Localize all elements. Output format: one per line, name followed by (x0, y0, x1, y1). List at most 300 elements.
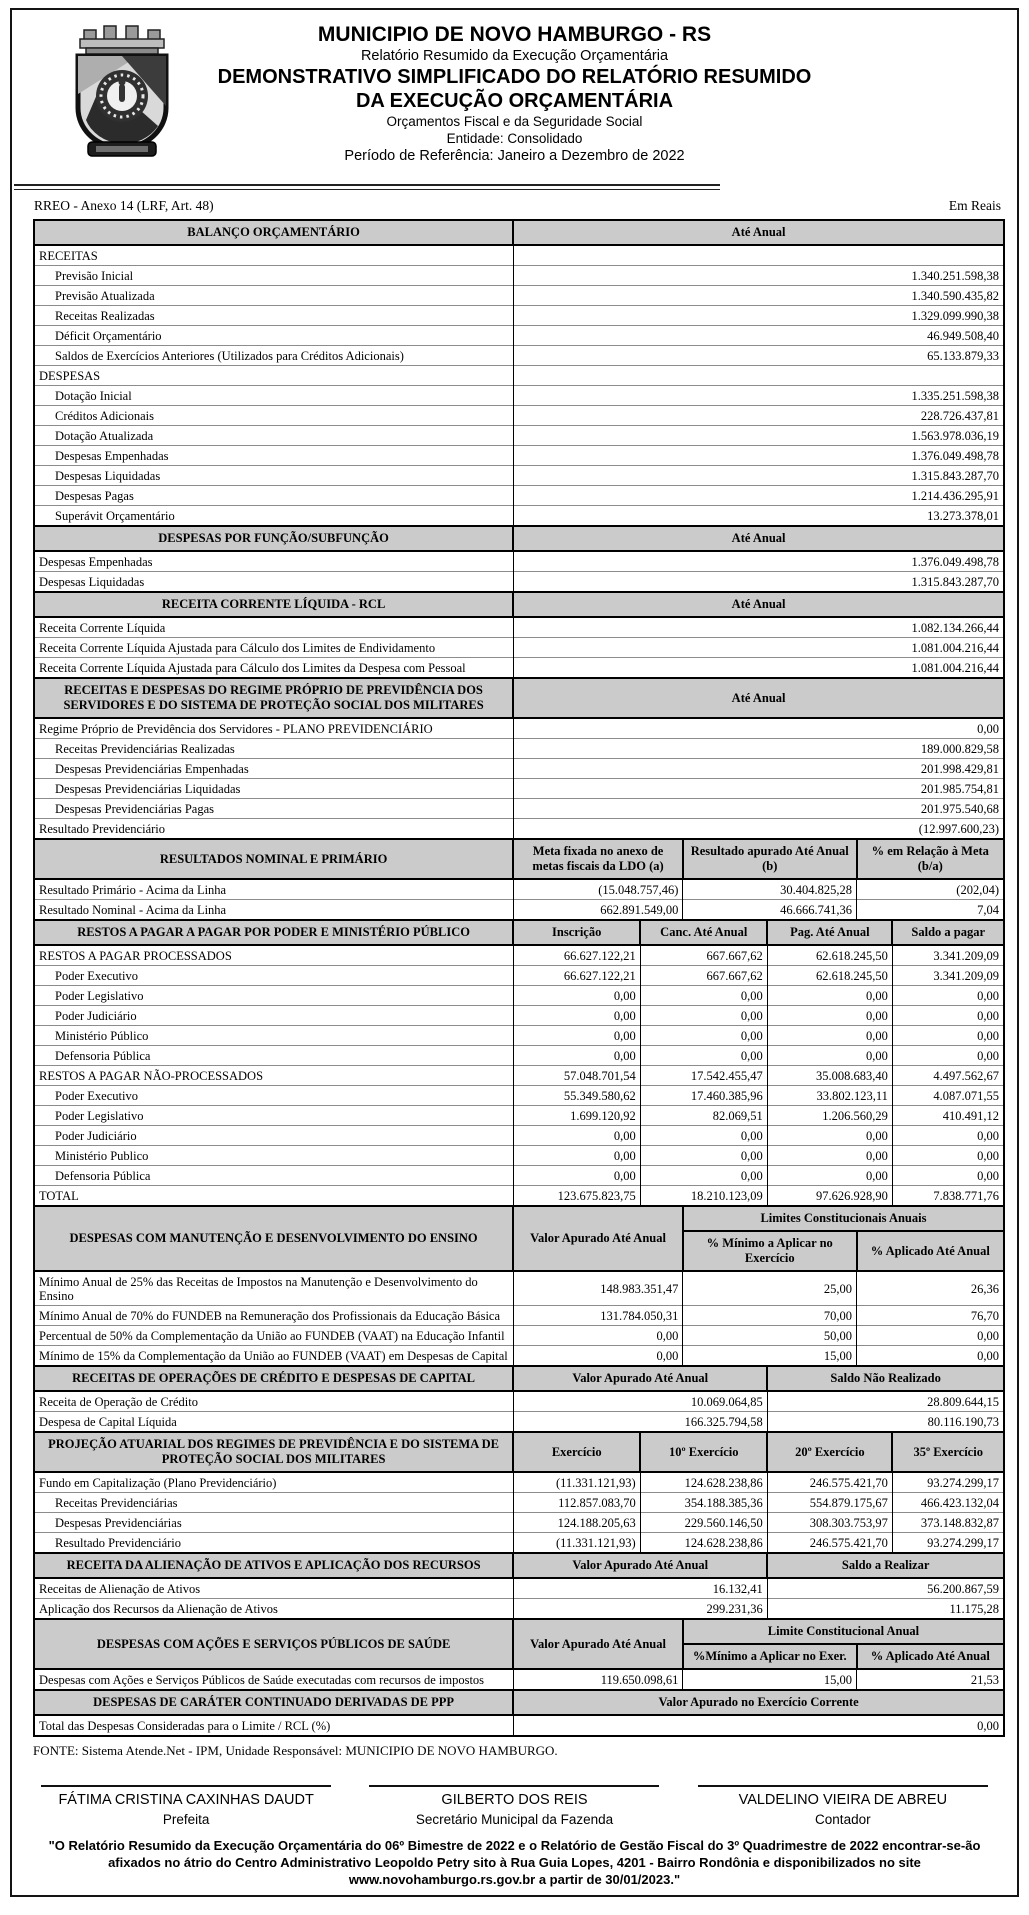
cell-value: 124.628.238,86 (640, 1533, 767, 1554)
column-header: Inscrição (513, 920, 640, 945)
table-row (34, 1493, 1004, 1513)
row-label: Receita de Operação de Crédito (34, 1391, 513, 1412)
column-header: Limites Constitucionais Anuais (683, 1206, 1004, 1231)
section-saude (33, 1618, 1005, 1691)
cell-value: 119.650.098,61 (513, 1669, 683, 1690)
cell-value: 15,00 (683, 1669, 857, 1690)
cell-value: 0,00 (513, 1026, 640, 1046)
row-label: RESTOS A PAGAR PROCESSADOS (34, 945, 513, 966)
row-label: Resultado Primário - Acima da Linha (34, 879, 513, 900)
table-row (34, 486, 1004, 506)
column-header: % em Relação à Meta (b/a) (857, 839, 1004, 879)
annex-meta-row (12, 190, 1017, 219)
table-row (34, 346, 1004, 366)
row-label: Déficit Orçamentário (34, 326, 513, 346)
section-title: DESPESAS POR FUNÇÃO/SUBFUNÇÃO (34, 526, 513, 551)
cell-value: 354.188.385,36 (640, 1493, 767, 1513)
cell-value: 0,00 (640, 986, 767, 1006)
section-title: RESTOS A PAGAR A PAGAR POR PODER E MINISTÉRIO PÚBLICO (34, 920, 513, 945)
row-label: Poder Judiciário (34, 1006, 513, 1026)
row-label: Créditos Adicionais (34, 406, 513, 426)
cell-value: 25,00 (683, 1271, 857, 1306)
demonstrativo-title-line2: DA EXECUÇÃO ORÇAMENTÁRIA (355, 90, 674, 112)
column-header: Exercício (513, 1432, 640, 1472)
column-header: Valor Apurado no Exercício Corrente (513, 1690, 1004, 1715)
cell-value: 10.069.064,85 (513, 1391, 767, 1412)
row-label: Aplicação dos Recursos da Alienação de Ativos (34, 1599, 513, 1620)
cell-value: 82.069,51 (640, 1106, 767, 1126)
cell-value: 1.081.004.216,44 (513, 638, 1004, 658)
cell-value: 1.329.099.990,38 (513, 306, 1004, 326)
cell-value: 0,00 (857, 1346, 1004, 1367)
source-line: FONTE: Sistema Atende.Net - IPM, Unidade Responsável: MUNICIPIO DE NOVO HAMBURGO. (33, 1743, 558, 1758)
cell-value: 0,00 (892, 1006, 1004, 1026)
table-row (34, 638, 1004, 658)
cell-value: 15,00 (683, 1346, 857, 1367)
cell-value: (12.997.600,23) (513, 819, 1004, 840)
section-resultados-nominal-primario (33, 838, 1005, 921)
column-header: Até Anual (513, 592, 1004, 617)
table-row (34, 506, 1004, 527)
cell-value: 0,00 (767, 1006, 892, 1026)
reference-period-line: Período de Referência: Janeiro a Dezembro de 2022 (344, 148, 685, 164)
row-label: Poder Executivo (34, 1086, 513, 1106)
section-title: RESULTADOS NOMINAL E PRIMÁRIO (34, 839, 513, 879)
column-header: 35º Exercício (892, 1432, 1004, 1472)
table-row (34, 1513, 1004, 1533)
column-header: Valor Apurado Até Anual (513, 1366, 767, 1391)
currency-label: Em Reais (948, 198, 1001, 213)
demonstrativo-title-line1: DEMONSTRATIVO SIMPLIFICADO DO RELATÓRIO RESUMIDO (217, 66, 812, 88)
table-row (34, 879, 1004, 900)
entity-line: Entidade: Consolidado (446, 131, 583, 146)
table-row (34, 1106, 1004, 1126)
cell-value: 55.349.580,62 (513, 1086, 640, 1106)
table-row (34, 759, 1004, 779)
column-header: %Mínimo a Aplicar no Exer. (683, 1644, 857, 1669)
cell-value: 0,00 (513, 1715, 1004, 1736)
section-restos-a-pagar (33, 919, 1005, 1207)
cell-value: 0,00 (892, 1166, 1004, 1186)
cell-value: 1.376.049.498,78 (513, 446, 1004, 466)
cell-value: 93.274.299,17 (892, 1533, 1004, 1554)
signature-name: VALDELINO VIEIRA DE ABREU (738, 1792, 948, 1808)
row-label: Dotação Inicial (34, 386, 513, 406)
cell-value: 373.148.832,87 (892, 1513, 1004, 1533)
table-row (34, 386, 1004, 406)
cell-value: 26,36 (857, 1271, 1004, 1306)
row-label: Receitas Previdenciárias Realizadas (34, 739, 513, 759)
table-row (34, 718, 1004, 739)
cell-value: 1.082.134.266,44 (513, 617, 1004, 638)
cell-value: 124.628.238,86 (640, 1472, 767, 1493)
cell-value: 1.214.436.295,91 (513, 486, 1004, 506)
section-title: DESPESAS COM AÇÕES E SERVIÇOS PÚBLICOS DE SAÚDE (34, 1619, 513, 1669)
column-header: Saldo Não Realizado (767, 1366, 1004, 1391)
table-row (34, 1006, 1004, 1026)
column-header: Limite Constitucional Anual (683, 1619, 1004, 1644)
cell-value: 246.575.421,70 (767, 1533, 892, 1554)
cell-value: 1.376.049.498,78 (513, 551, 1004, 572)
table-row (34, 1086, 1004, 1106)
cell-value (513, 366, 1004, 386)
report-subtitle: Relatório Resumido da Execução Orçamentária (360, 48, 669, 64)
table-row (34, 1346, 1004, 1367)
column-header: Canc. Até Anual (640, 920, 767, 945)
signatures (12, 1785, 1017, 1829)
row-label: Despesas Liquidadas (34, 466, 513, 486)
column-header: Resultado apurado Até Anual (b) (683, 839, 857, 879)
cell-value: 7.838.771,76 (892, 1186, 1004, 1207)
cell-value: 662.891.549,00 (513, 900, 683, 921)
cell-value: 0,00 (513, 1006, 640, 1026)
cell-value: 66.627.122,21 (513, 945, 640, 966)
cell-value: 166.325.794,58 (513, 1412, 767, 1433)
table-row (34, 1271, 1004, 1306)
table-row (34, 1326, 1004, 1346)
cell-value: 0,00 (513, 718, 1004, 739)
cell-value: (11.331.121,93) (513, 1472, 640, 1493)
report-page (10, 8, 1019, 1897)
row-label: Receita Corrente Líquida Ajustada para Cálculo dos Limites de Endividamento (34, 638, 513, 658)
row-label: Receitas Realizadas (34, 306, 513, 326)
cell-value: 50,00 (683, 1326, 857, 1346)
row-label: Despesas Previdenciárias Empenhadas (34, 759, 513, 779)
cell-value: 0,00 (513, 986, 640, 1006)
row-label: Poder Legislativo (34, 1106, 513, 1126)
row-label: Defensoria Pública (34, 1046, 513, 1066)
row-label: Resultado Nominal - Acima da Linha (34, 900, 513, 921)
table-row (34, 1306, 1004, 1326)
row-label: Total das Despesas Consideradas para o Limite / RCL (%) (34, 1715, 513, 1736)
publication-notice: "O Relatório Resumido da Execução Orçamentária do 06º Bimestre de 2022 e o Relatório de Gestão Fiscal do 3º Quadrimestre de 2022 encontrar-se-ão afixados no átrio do Centro Administrativo Leopoldo Petry sito à Rua Guia Lopes, 4201 - Bairro Rondônia e disponibilizados no site www.novohamburgo.rs.gov.br a partir de 30/01/2023." (48, 1838, 981, 1887)
row-label: Despesas Previdenciárias Liquidadas (34, 779, 513, 799)
cell-value: 189.000.829,58 (513, 739, 1004, 759)
row-label: Despesas Liquidadas (34, 572, 513, 593)
section-receita-corrente-liquida (33, 591, 1005, 679)
table-row (34, 1472, 1004, 1493)
cell-value: 466.423.132,04 (892, 1493, 1004, 1513)
cell-value: 4.087.071,55 (892, 1086, 1004, 1106)
cell-value: 80.116.190,73 (767, 1412, 1004, 1433)
row-label: Despesas com Ações e Serviços Públicos de Saúde executadas com recursos de impostos (34, 1669, 513, 1690)
table-row (34, 1186, 1004, 1207)
cell-value: 554.879.175,67 (767, 1493, 892, 1513)
row-label: Previsão Inicial (34, 266, 513, 286)
column-header: 20º Exercício (767, 1432, 892, 1472)
cell-value: 0,00 (767, 1026, 892, 1046)
cell-value: 0,00 (767, 1126, 892, 1146)
signature-line (369, 1785, 659, 1787)
table-row (34, 1578, 1004, 1599)
cell-value: (15.048.757,46) (513, 879, 683, 900)
section-balanco-orcamentario (33, 219, 1005, 527)
table-row (34, 739, 1004, 759)
cell-value: 11.175,28 (767, 1599, 1004, 1620)
annex-label: RREO - Anexo 14 (LRF, Art. 48) (34, 198, 214, 213)
column-header: Até Anual (513, 678, 1004, 718)
row-label: Percentual de 50% da Complementação da União ao FUNDEB (VAAT) na Educação Infantil (34, 1326, 513, 1346)
cell-value: 21,53 (857, 1669, 1004, 1690)
cell-value: 65.133.879,33 (513, 346, 1004, 366)
table-row (34, 426, 1004, 446)
table-row (34, 1669, 1004, 1690)
table-row (34, 1066, 1004, 1086)
signature-role: Secretário Municipal da Fazenda (415, 1812, 614, 1827)
section-title: BALANÇO ORÇAMENTÁRIO (34, 220, 513, 245)
section-title: RECEITA DA ALIENAÇÃO DE ATIVOS E APLICAÇÃO DOS RECURSOS (34, 1553, 513, 1578)
row-label: Ministério Publico (34, 1146, 513, 1166)
cell-value: 0,00 (640, 1046, 767, 1066)
table-row (34, 1026, 1004, 1046)
column-header: Valor Apurado Até Anual (513, 1619, 683, 1669)
section-title: RECEITAS E DESPESAS DO REGIME PRÓPRIO DE PREVIDÊNCIA DOS SERVIDORES E DO SISTEMA DE PROTEÇÃO SOCIAL DOS MILITARES (34, 678, 513, 718)
section-title: DESPESAS COM MANUTENÇÃO E DESENVOLVIMENTO DO ENSINO (34, 1206, 513, 1271)
cell-value: 17.542.455,47 (640, 1066, 767, 1086)
cell-value: 0,00 (513, 1326, 683, 1346)
cell-value: 1.563.978.036,19 (513, 426, 1004, 446)
row-label: TOTAL (34, 1186, 513, 1207)
signature-block (350, 1785, 678, 1829)
table-row (34, 266, 1004, 286)
cell-value: (11.331.121,93) (513, 1533, 640, 1554)
cell-value: 4.497.562,67 (892, 1066, 1004, 1086)
municipal-crest-logo (64, 24, 182, 166)
table-row (34, 326, 1004, 346)
cell-value: 28.809.644,15 (767, 1391, 1004, 1412)
column-header: Até Anual (513, 220, 1004, 245)
section-operacoes-credito (33, 1365, 1005, 1433)
cell-value: 0,00 (640, 1126, 767, 1146)
cell-value: 62.618.245,50 (767, 966, 892, 986)
table-row (34, 1391, 1004, 1412)
cell-value: 62.618.245,50 (767, 945, 892, 966)
table-row (34, 779, 1004, 799)
cell-value: 0,00 (767, 1046, 892, 1066)
cell-value: 0,00 (767, 1146, 892, 1166)
cell-value: 0,00 (513, 1126, 640, 1146)
table-row (34, 1599, 1004, 1620)
table-row (34, 366, 1004, 386)
cell-value: 112.857.083,70 (513, 1493, 640, 1513)
table-row (34, 306, 1004, 326)
cell-value: 123.675.823,75 (513, 1186, 640, 1207)
row-label: Regime Próprio de Previdência dos Servidores - PLANO PREVIDENCIÁRIO (34, 718, 513, 739)
row-label: Mínimo Anual de 25% das Receitas de Impostos na Manutenção e Desenvolvimento do Ensino (34, 1271, 513, 1306)
row-label: Despesas Previdenciárias (34, 1513, 513, 1533)
cell-value: 1.206.560,29 (767, 1106, 892, 1126)
cell-value: 93.274.299,17 (892, 1472, 1004, 1493)
row-label: Despesa de Capital Líquida (34, 1412, 513, 1433)
table-row (34, 245, 1004, 266)
table-row (34, 466, 1004, 486)
signature-block (22, 1785, 350, 1829)
column-header: Até Anual (513, 526, 1004, 551)
section-ppp (33, 1689, 1005, 1737)
cell-value: 0,00 (892, 1126, 1004, 1146)
cell-value: 0,00 (892, 1046, 1004, 1066)
row-label: Despesas Pagas (34, 486, 513, 506)
cell-value: 0,00 (513, 1346, 683, 1367)
row-label: Resultado Previdenciário (34, 1533, 513, 1554)
column-header: % Aplicado Até Anual (857, 1231, 1004, 1271)
row-label: Poder Judiciário (34, 1126, 513, 1146)
row-label: Despesas Empenhadas (34, 551, 513, 572)
row-label: Previsão Atualizada (34, 286, 513, 306)
row-label: Resultado Previdenciário (34, 819, 513, 840)
table-row (34, 819, 1004, 840)
table-row (34, 900, 1004, 921)
cell-value: 0,00 (767, 986, 892, 1006)
report-header (12, 20, 1017, 178)
cell-value: 97.626.928,90 (767, 1186, 892, 1207)
cell-value: 46.949.508,40 (513, 326, 1004, 346)
cell-value: 667.667,62 (640, 966, 767, 986)
row-label: Poder Executivo (34, 966, 513, 986)
budgets-scope-line: Orçamentos Fiscal e da Seguridade Social (386, 114, 643, 129)
row-label: Mínimo Anual de 70% do FUNDEB na Remuneração dos Profissionais da Educação Básica (34, 1306, 513, 1326)
section-title: RECEITAS DE OPERAÇÕES DE CRÉDITO E DESPESAS DE CAPITAL (34, 1366, 513, 1391)
column-header: Saldo a Realizar (767, 1553, 1004, 1578)
table-row (34, 551, 1004, 572)
section-despesas-por-funcao (33, 525, 1005, 593)
row-label: Ministério Público (34, 1026, 513, 1046)
row-label: RESTOS A PAGAR NÃO-PROCESSADOS (34, 1066, 513, 1086)
row-label: Superávit Orçamentário (34, 506, 513, 527)
table-row (34, 945, 1004, 966)
table-row (34, 1412, 1004, 1433)
section-rpps (33, 677, 1005, 840)
row-label: Despesas Empenhadas (34, 446, 513, 466)
signature-role: Contador (815, 1812, 871, 1827)
table-row (34, 617, 1004, 638)
table-row (34, 1715, 1004, 1736)
cell-value: 57.048.701,54 (513, 1066, 640, 1086)
section-title: PROJEÇÃO ATUARIAL DOS REGIMES DE PREVIDÊNCIA E DO SISTEMA DE PROTEÇÃO SOCIAL DOS MILITARES (34, 1432, 513, 1472)
cell-value: 201.998.429,81 (513, 759, 1004, 779)
column-header: Pag. Até Anual (767, 920, 892, 945)
signature-role: Prefeita (162, 1812, 210, 1827)
table-row (34, 1533, 1004, 1554)
row-label: Dotação Atualizada (34, 426, 513, 446)
column-header: Meta fixada no anexo de metas fiscais da LDO (a) (513, 839, 683, 879)
cell-value: 33.802.123,11 (767, 1086, 892, 1106)
table-row (34, 1046, 1004, 1066)
table-row (34, 658, 1004, 679)
cell-value (513, 245, 1004, 266)
row-label: Receita Corrente Líquida Ajustada para Cálculo dos Limites da Despesa com Pessoal (34, 658, 513, 679)
cell-value: 1.315.843.287,70 (513, 572, 1004, 593)
row-label: Defensoria Pública (34, 1166, 513, 1186)
column-header: % Aplicado Até Anual (857, 1644, 1004, 1669)
cell-value: 1.335.251.598,38 (513, 386, 1004, 406)
cell-value: (202,04) (857, 879, 1004, 900)
table-row (34, 986, 1004, 1006)
column-header: Valor Apurado Até Anual (513, 1206, 683, 1271)
section-projecao-atuarial (33, 1431, 1005, 1554)
cell-value: 1.699.120,92 (513, 1106, 640, 1126)
table-row (34, 446, 1004, 466)
row-label: Receitas de Alienação de Ativos (34, 1578, 513, 1599)
cell-value: 1.340.251.598,38 (513, 266, 1004, 286)
cell-value: 76,70 (857, 1306, 1004, 1326)
signature-block (679, 1785, 1007, 1829)
column-header: % Mínimo a Aplicar no Exercício (683, 1231, 857, 1271)
table-row (34, 1126, 1004, 1146)
table-row (34, 799, 1004, 819)
cell-value: 0,00 (513, 1046, 640, 1066)
cell-value: 131.784.050,31 (513, 1306, 683, 1326)
table-row (34, 572, 1004, 593)
cell-value: 0,00 (513, 1166, 640, 1186)
cell-value: 30.404.825,28 (683, 879, 857, 900)
cell-value: 16.132,41 (513, 1578, 767, 1599)
section-title: RECEITA CORRENTE LÍQUIDA - RCL (34, 592, 513, 617)
column-header: Saldo a pagar (892, 920, 1004, 945)
section-ensino (33, 1205, 1005, 1367)
cell-value: 299.231,36 (513, 1599, 767, 1620)
signature-line (41, 1785, 331, 1787)
cell-value: 56.200.867,59 (767, 1578, 1004, 1599)
cell-value: 0,00 (640, 1006, 767, 1026)
row-label: Receitas Previdenciárias (34, 1493, 513, 1513)
cell-value: 0,00 (513, 1146, 640, 1166)
signature-line (698, 1785, 988, 1787)
cell-value: 66.627.122,21 (513, 966, 640, 986)
row-label: Despesas Previdenciárias Pagas (34, 799, 513, 819)
cell-value: 70,00 (683, 1306, 857, 1326)
column-header: Valor Apurado Até Anual (513, 1553, 767, 1578)
cell-value: 0,00 (857, 1326, 1004, 1346)
cell-value: 667.667,62 (640, 945, 767, 966)
signature-name: GILBERTO DOS REIS (441, 1792, 588, 1808)
cell-value: 124.188.205,63 (513, 1513, 640, 1533)
cell-value: 308.303.753,97 (767, 1513, 892, 1533)
cell-value: 35.008.683,40 (767, 1066, 892, 1086)
section-alienacao-ativos (33, 1552, 1005, 1620)
table-row (34, 1146, 1004, 1166)
cell-value: 13.273.378,01 (513, 506, 1004, 527)
cell-value: 0,00 (892, 986, 1004, 1006)
row-label: DESPESAS (34, 366, 513, 386)
report-sections (12, 219, 1017, 1737)
table-row (34, 286, 1004, 306)
cell-value: 0,00 (892, 1146, 1004, 1166)
cell-value: 201.975.540,68 (513, 799, 1004, 819)
cell-value: 229.560.146,50 (640, 1513, 767, 1533)
table-row (34, 966, 1004, 986)
cell-value: 3.341.209,09 (892, 966, 1004, 986)
table-row (34, 406, 1004, 426)
section-title: DESPESAS DE CARÁTER CONTINUADO DERIVADAS DE PPP (34, 1690, 513, 1715)
row-label: Receita Corrente Líquida (34, 617, 513, 638)
cell-value: 18.210.123,09 (640, 1186, 767, 1207)
cell-value: 228.726.437,81 (513, 406, 1004, 426)
signature-name: FÁTIMA CRISTINA CAXINHAS DAUDT (58, 1792, 314, 1808)
row-label: Mínimo de 15% da Complementação da União ao FUNDEB (VAAT) em Despesas de Capital (34, 1346, 513, 1367)
cell-value: 1.340.590.435,82 (513, 286, 1004, 306)
row-label: Poder Legislativo (34, 986, 513, 1006)
cell-value: 1.315.843.287,70 (513, 466, 1004, 486)
table-row (34, 1166, 1004, 1186)
cell-value: 0,00 (640, 1146, 767, 1166)
column-header: 10º Exercício (640, 1432, 767, 1472)
cell-value: 201.985.754,81 (513, 779, 1004, 799)
cell-value: 0,00 (640, 1026, 767, 1046)
row-label: Fundo em Capitalização (Plano Previdenciário) (34, 1472, 513, 1493)
cell-value: 7,04 (857, 900, 1004, 921)
cell-value: 0,00 (892, 1026, 1004, 1046)
